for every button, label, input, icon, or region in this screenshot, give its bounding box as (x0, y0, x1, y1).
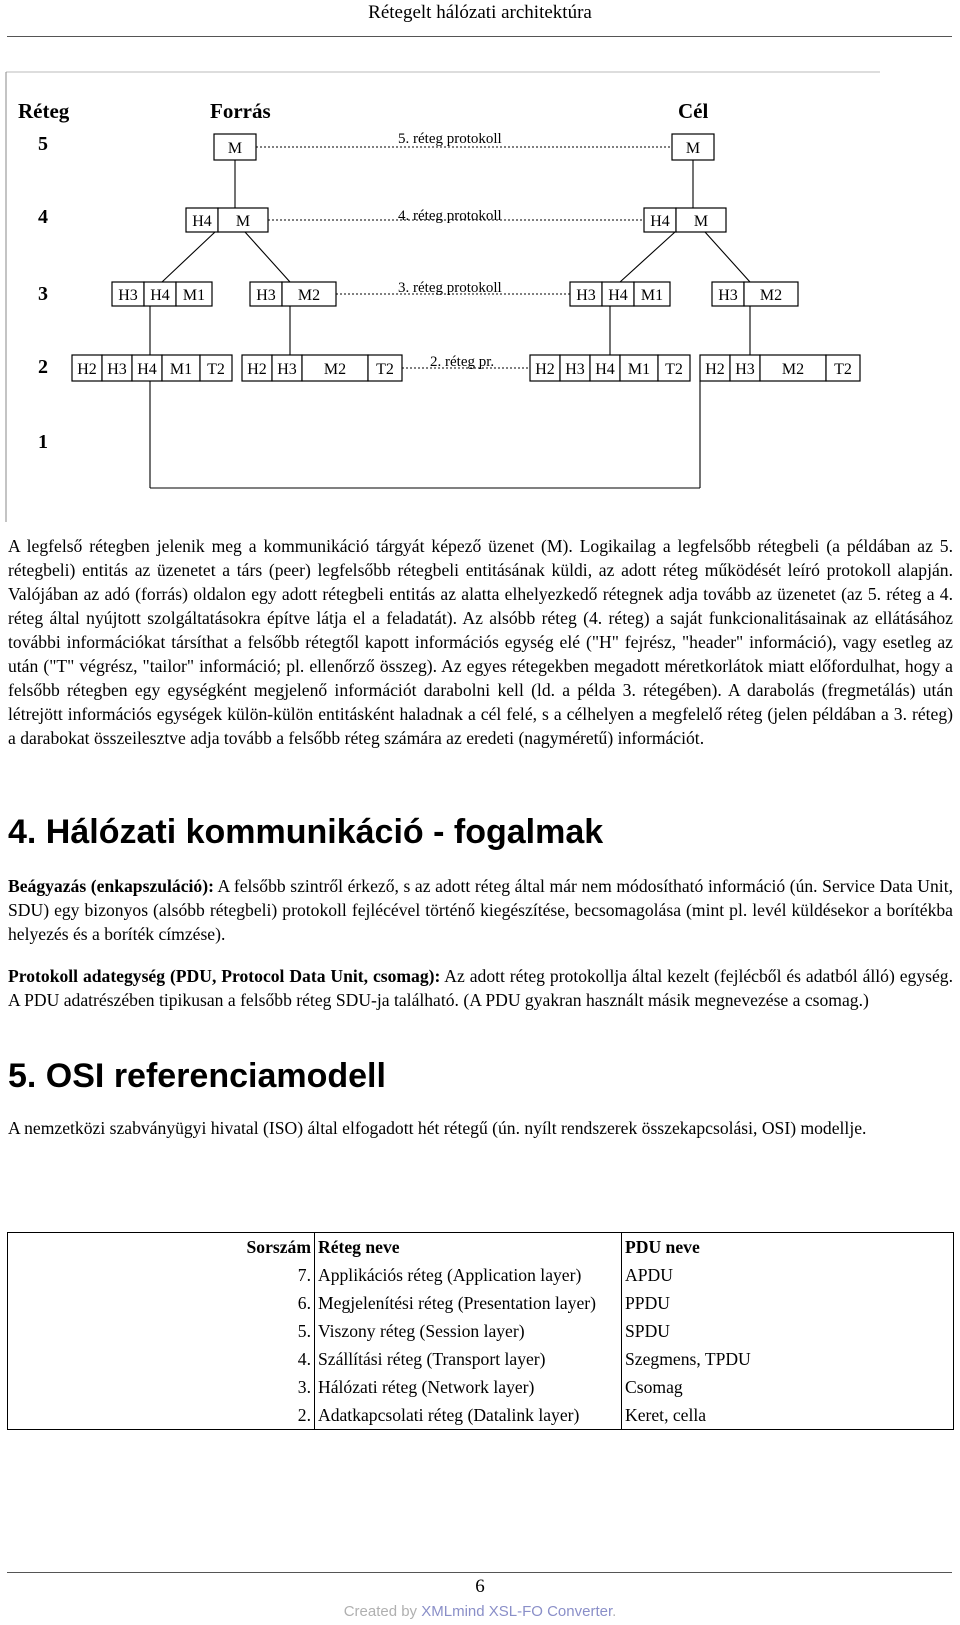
row-number: 7. (8, 1261, 315, 1289)
cell-dst4-h4: H4 (650, 213, 670, 230)
cell-dst3a-h4: H4 (608, 287, 628, 304)
row-number: 5. (8, 1317, 315, 1345)
cell-src2a-m1: M1 (169, 361, 193, 378)
cell-dst3a-m1: M1 (640, 287, 664, 304)
table-row (8, 1401, 954, 1430)
created-by-prefix: Created by (343, 1603, 422, 1620)
row-pdu-name: Szegmens, TPDU (625, 1349, 751, 1369)
row-pdu-name: Csomag (625, 1377, 683, 1397)
table-row (8, 1289, 954, 1317)
row-number: 2. (8, 1401, 315, 1430)
cell-dst2b-h3: H3 (735, 361, 755, 378)
cell-src2a-h2: H2 (77, 361, 97, 378)
term-pdu: Protokoll adategység (PDU, Protocol Data Unit, csomag): (8, 966, 441, 986)
diagram-col-layer: Réteg (18, 99, 70, 123)
cell-src4-h4: H4 (192, 213, 212, 230)
cell-src2a-h4: H4 (137, 361, 157, 378)
running-header: Rétegelt hálózati architektúra (368, 2, 592, 23)
diagram-col-dest: Cél (678, 99, 709, 123)
row-layer-name: Hálózati réteg (Network layer) (315, 1373, 622, 1401)
row-layer-name: Viszony réteg (Session layer) (315, 1317, 622, 1345)
def-encapsulation: A felsőbb szintről érkező, s az adott réteg által már nem módosítható információ (ún. Service Data Unit, SDU) egy bizonyos (alsóbb rétegbeli) protokoll fejlécével történő kiegészítése, becsomagolása (mint pl. levél küldésekor a borítékba helyezés és a boríték címzése). (8, 876, 953, 944)
section-5-heading: 5. OSI referenciamodell (8, 1057, 386, 1095)
cell-dst3a-h3: H3 (576, 287, 596, 304)
def-pdu: Az adott réteg protokollja által kezelt (fejlécből és adatból álló) egység. A PDU adatrészében tipikusan a felsőbb réteg SDU-ja található. (A PDU gyakran használt másik megnevezése a csomag.) (8, 966, 953, 1010)
cell-src3b-m2: M2 (297, 287, 321, 304)
definition-pdu (8, 964, 953, 1012)
cell-src2b-h3: H3 (277, 361, 297, 378)
cell-dst2a-h4: H4 (595, 361, 615, 378)
cell-src3a-m1: M1 (182, 287, 206, 304)
diagram-col-source: Forrás (210, 99, 271, 123)
cell-src5-m: M (227, 140, 243, 157)
cell-dst3b-m2: M2 (759, 287, 783, 304)
protocol-label-3: 3. réteg protokoll (398, 280, 502, 296)
layer-number-3: 3 (38, 283, 48, 305)
row-pdu-name: APDU (625, 1265, 673, 1285)
layer-number-2: 2 (38, 356, 48, 378)
cell-src2b-m2: M2 (323, 361, 347, 378)
intro-paragraph: A legfelső rétegben jelenik meg a kommunikáció tárgyát képező üzenet (M). Logikailag a legfelsőbb rétegbeli (a példában az 5. rétegbeli) entitás az üzenetet a társ (peer) legfelsőbb rétegbeli entitásának küldi, az adott réteg működését leíró protokoll alapján. Valójában az adó (forrás) oldalon egy adott rétegbeli entitás az alatta elhelyezkedő rétegnek adja tovább az üzenetet (az 5. réteg a 4. réteg által nyújtott szolgáltatásokra építve látja el a feladatát). Az alsóbb réteg (4. réteg) a saját funkcionalitásainak az ellátásához további információkat társíthat a felsőbb rétegtől kapott információs egység elé ("H" fejrész, "header" információ), vagy esetleg az után ("T" végrész, "tailor" információ; pl. ellenőrző összeg). Az egyes rétegekben megadott méretkorlátok miatt előfordulhat, hogy a felsőbb rétegben egy egységként megjelenő információt darabolni kell (ld. a példa 3. rétegében). A darabolás (fregmetálás) után létrejött információs egységek külön-külön entitásként haladnak a cél felé, s a célhelyen a megfelelő réteg (jelen példában a 3. réteg) a darabokat összeilesztve adja tovább a felsőbb réteg számára az eredeti (nagyméretű) információt. (8, 536, 953, 748)
cell-src2a-h3: H3 (107, 361, 127, 378)
cell-src2a-t2: T2 (207, 361, 225, 378)
cell-src3a-h3: H3 (118, 287, 138, 304)
created-by-brand-link[interactable]: XMLmind XSL-FO Converter (421, 1603, 613, 1620)
created-by-note (0, 1603, 960, 1620)
row-layer-name: Adatkapcsolati réteg (Datalink layer) (315, 1401, 622, 1430)
section-4-heading: 4. Hálózati kommunikáció - fogalmak (8, 813, 604, 851)
cell-dst2a-t2: T2 (665, 361, 683, 378)
header-layer-name: Réteg neve (315, 1233, 622, 1262)
cell-dst2b-h2: H2 (705, 361, 725, 378)
diagram-cells (77, 140, 852, 378)
cell-dst2b-t2: T2 (834, 361, 852, 378)
row-layer-name: Szállítási réteg (Transport layer) (315, 1345, 622, 1373)
layer-diagram (0, 70, 960, 530)
row-layer-name: Megjelenítési réteg (Presentation layer) (315, 1289, 622, 1317)
osi-layer-table (7, 1232, 954, 1430)
cell-dst2b-m2: M2 (781, 361, 805, 378)
row-layer-name: Applikációs réteg (Application layer) (315, 1261, 622, 1289)
row-number: 6. (8, 1289, 315, 1317)
cell-src4-m: M (235, 213, 251, 230)
cell-dst2a-h2: H2 (535, 361, 555, 378)
footer-rule (7, 1572, 952, 1573)
cell-dst5-m: M (685, 140, 701, 157)
page-number: 6 (475, 1576, 485, 1597)
table-row (8, 1261, 954, 1289)
row-pdu-name: Keret, cella (625, 1405, 707, 1425)
table-row (8, 1373, 954, 1401)
cell-src2b-h2: H2 (247, 361, 267, 378)
row-number: 4. (8, 1345, 315, 1373)
table-header-row (8, 1233, 954, 1262)
osi-intro-paragraph: A nemzetközi szabványügyi hivatal (ISO) által elfogadott hét rétegű (ún. nyílt rendszerek összekapcsolási, OSI) modellje. (8, 1118, 867, 1138)
row-pdu-name: PPDU (625, 1293, 670, 1313)
header-rule (7, 36, 952, 37)
header-number: Sorszám (8, 1233, 315, 1262)
layer-number-5: 5 (38, 133, 48, 155)
header-pdu-name: PDU neve (625, 1237, 700, 1257)
cell-src3a-h4: H4 (150, 287, 170, 304)
cell-src3b-h3: H3 (256, 287, 276, 304)
definition-encapsulation (8, 874, 953, 946)
cell-dst2a-m1: M1 (627, 361, 651, 378)
cell-dst2a-h3: H3 (565, 361, 585, 378)
protocol-label-4: 4. réteg protokoll (398, 208, 502, 224)
row-number: 3. (8, 1373, 315, 1401)
protocol-label-5: 5. réteg protokoll (398, 131, 502, 147)
layer-number-4: 4 (38, 206, 48, 228)
term-encapsulation: Beágyazás (enkapszuláció): (8, 876, 214, 896)
row-pdu-name: SPDU (625, 1321, 670, 1341)
cell-src2b-t2: T2 (376, 361, 394, 378)
created-by-suffix: . (612, 1603, 617, 1620)
cell-dst4-m: M (693, 213, 709, 230)
protocol-label-2: 2. réteg pr. (430, 354, 495, 370)
table-row (8, 1345, 954, 1373)
table-row (8, 1317, 954, 1345)
cell-dst3b-h3: H3 (718, 287, 738, 304)
layer-number-1: 1 (38, 431, 48, 453)
